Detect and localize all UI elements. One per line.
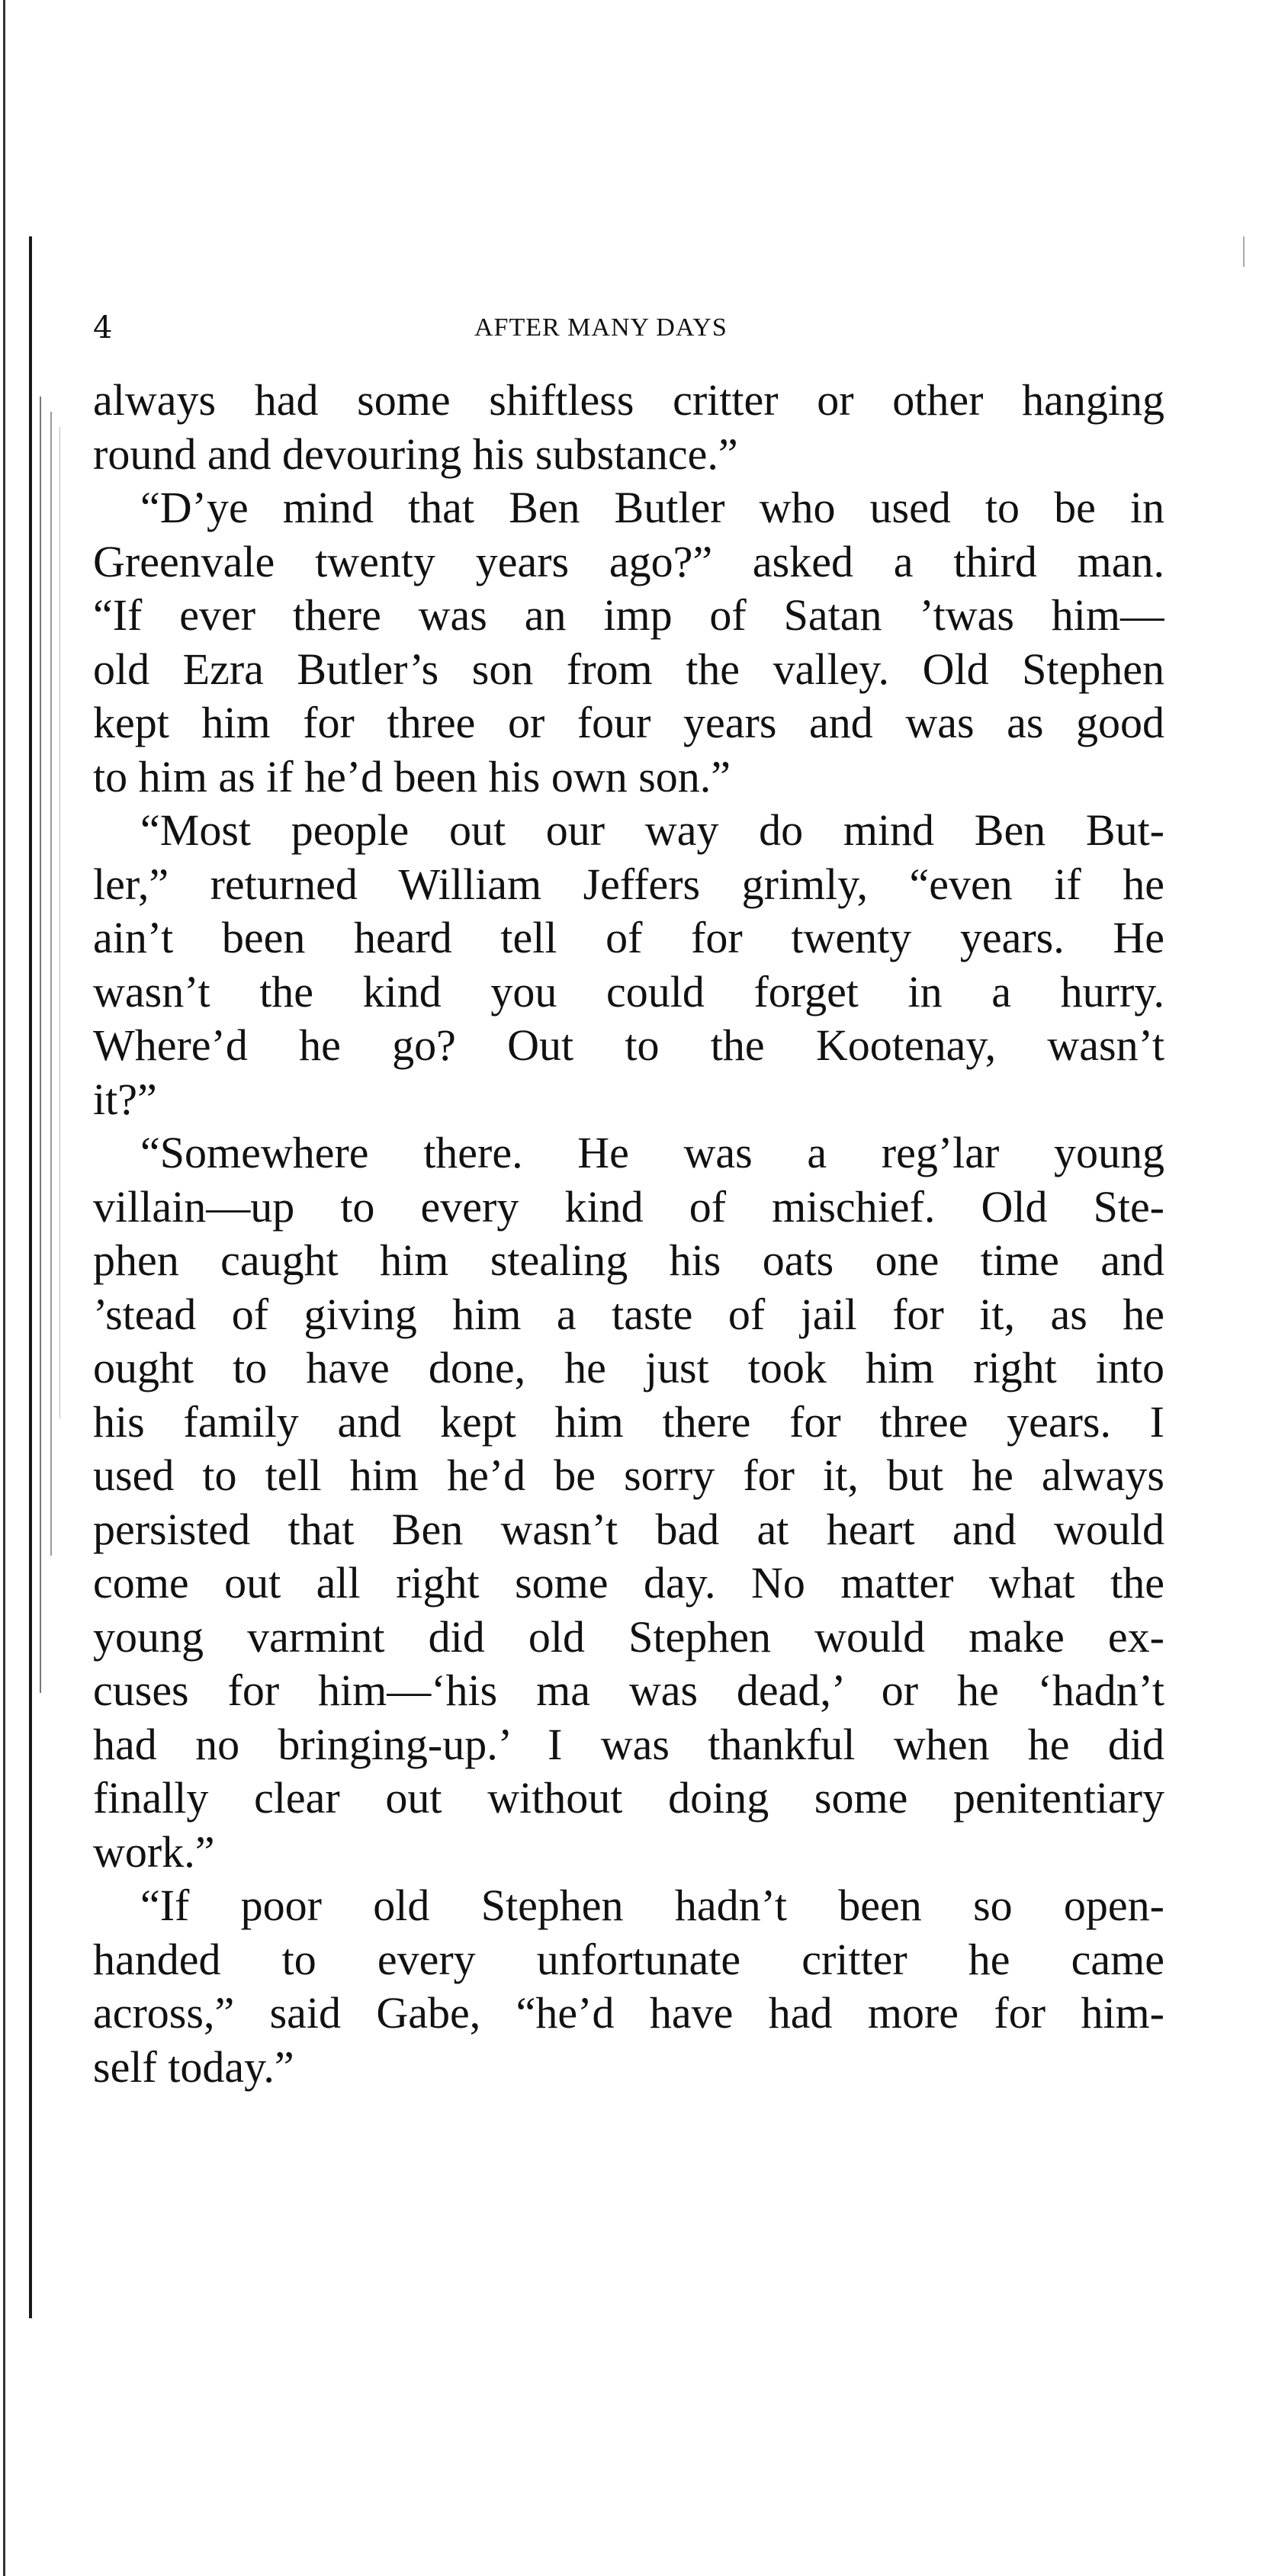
text-line: round and devouring his substance.” (93, 429, 738, 479)
text-line: always had some shiftless critter or other hanging (93, 375, 1164, 425)
binding-shadow-line (59, 427, 60, 1418)
scan-mark (1243, 236, 1245, 267)
text-line: “Somewhere there. He was a reg’lar young (140, 1128, 1164, 1177)
scan-edge-line (3, 0, 5, 2576)
text-line: cuses for him—‘his ma was dead,’ or he ‘hadn’t (93, 1665, 1164, 1715)
text-line: it?” (93, 1074, 157, 1124)
text-line: to him as if he’d been his own son.” (93, 751, 731, 801)
text-line: self today.” (93, 2041, 294, 2092)
text-line: “D’ye mind that Ben Butler who used to be in (140, 483, 1164, 532)
text-line: old Ezra Butler’s son from the valley. Old Stephen (93, 644, 1164, 694)
text-line: had no bringing-up.’ I was thankful when he did (93, 1719, 1164, 1769)
text-line: handed to every unfortunate critter he came (93, 1934, 1164, 1984)
text-line: across,” said Gabe, “he’d have had more for him- (93, 1988, 1164, 2038)
text-line: ler,” returned William Jeffers grimly, “even if he (93, 859, 1164, 909)
text-line: used to tell him he’d be sorry for it, but he always (93, 1450, 1164, 1500)
text-line: ain’t been heard tell of for twenty years. He (93, 913, 1164, 962)
text-line: ought to have done, he just took him right into (93, 1343, 1164, 1392)
running-head (93, 305, 1161, 351)
text-line: come out all right some day. No matter what the (93, 1558, 1164, 1608)
page-number: 4 (93, 310, 113, 345)
text-line: kept him for three or four years and was as good (93, 698, 1164, 747)
text-line: phen caught him stealing his oats one time and (93, 1235, 1164, 1285)
text-line: ’stead of giving him a taste of jail for it, as he (93, 1289, 1164, 1339)
binding-shadow-line (40, 397, 41, 1693)
binding-shadow-line (29, 236, 32, 2318)
text-line: persisted that Ben wasn’t bad at heart and would (93, 1504, 1164, 1554)
text-line: young varmint did old Stephen would make ex- (93, 1611, 1164, 1662)
text-line: his family and kept him there for three years. I (93, 1396, 1164, 1447)
running-title: AFTER MANY DAYS (474, 313, 728, 342)
text-line: villain—up to every kind of mischief. Old Ste- (93, 1181, 1164, 1232)
text-line: work.” (93, 1826, 215, 1877)
text-line: Where’d he go? Out to the Kootenay, wasn’t (93, 1020, 1164, 1070)
body-text (93, 374, 1164, 2094)
text-line: finally clear out without doing some penitentiary (93, 1773, 1164, 1823)
text-line: “If ever there was an imp of Satan ’twas him— (93, 590, 1164, 640)
text-line: Greenvale twenty years ago?” asked a third man. (93, 536, 1164, 586)
binding-shadow-line (50, 412, 52, 1556)
text-line: “Most people out our way do mind Ben But- (140, 805, 1164, 855)
text-line: wasn’t the kind you could forget in a hurry. (93, 966, 1164, 1017)
text-line: “If poor old Stephen hadn’t been so open- (140, 1881, 1164, 1930)
